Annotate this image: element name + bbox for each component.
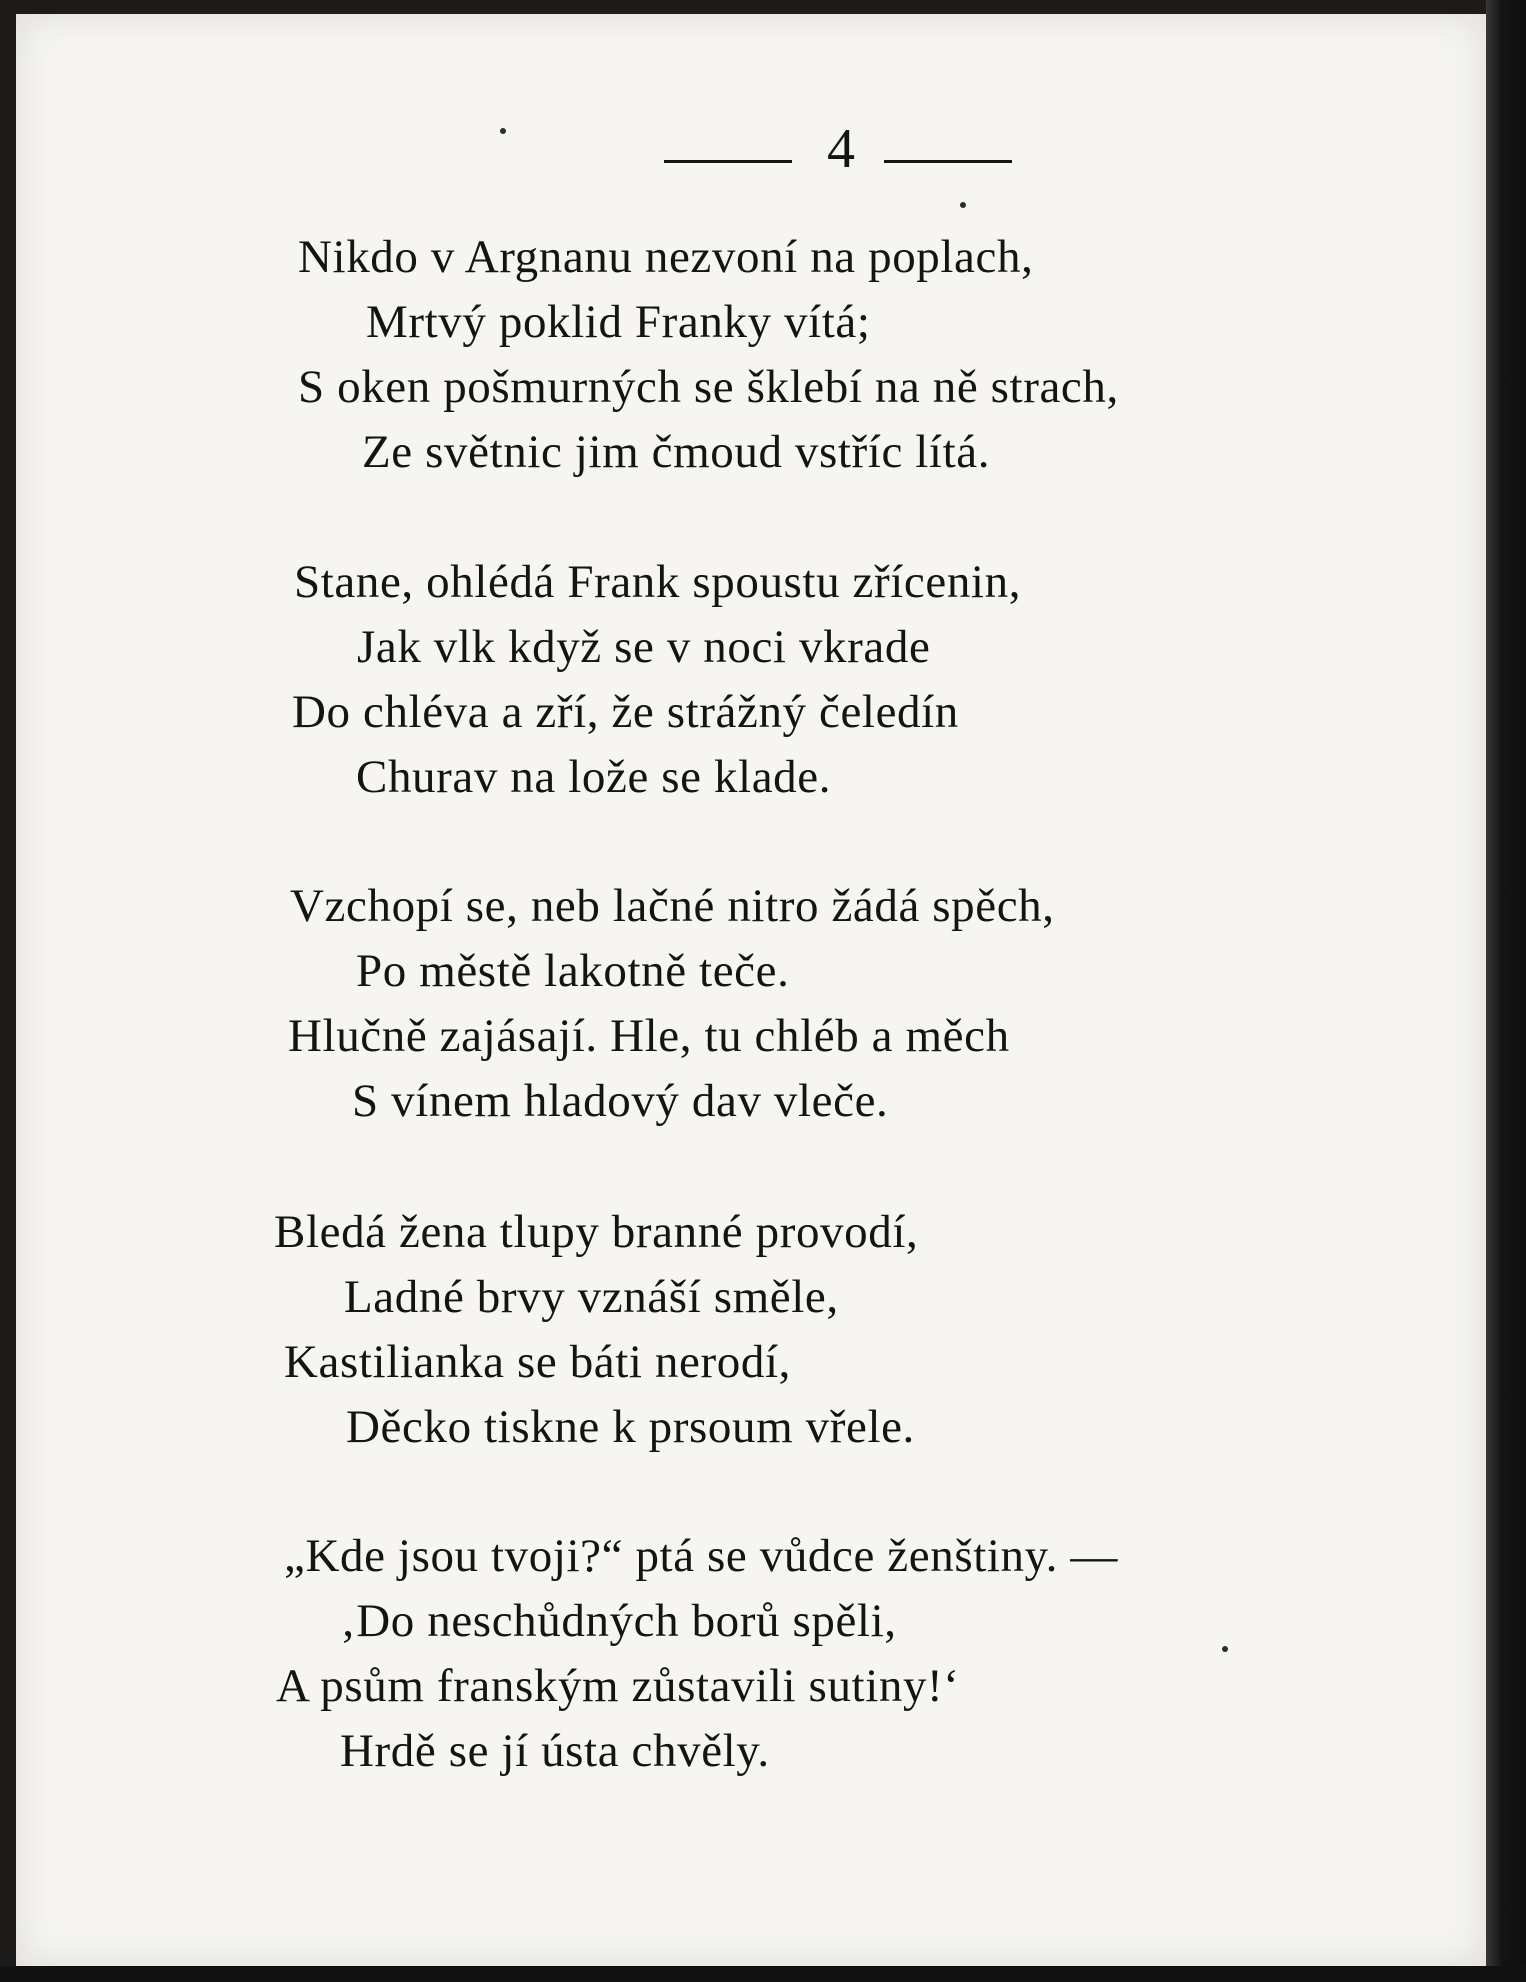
verse-line: Stane, ohlédá Frank spoustu zřícenin, — [294, 556, 1022, 608]
print-speck — [960, 202, 966, 208]
header-rule-left — [664, 160, 792, 163]
verse-line: Bledá žena tlupy branné provodí, — [274, 1206, 919, 1258]
verse-line: Kastilianka se báti nerodí, — [284, 1336, 791, 1388]
verse-line: ‚Do neschůdných borů spěli, — [340, 1595, 897, 1647]
verse-line: Hrdě se jí ústa chvěly. — [340, 1725, 770, 1777]
verse-line: A psům franským zůstavili sutiny!‘ — [276, 1660, 960, 1712]
verse-line: Jak vlk když se v noci vkrade — [357, 621, 931, 673]
page-sheet — [16, 14, 1486, 1966]
page-edge-bottom — [0, 1966, 1526, 1982]
verse-line: Vzchopí se, neb lačné nitro žádá spěch, — [290, 880, 1055, 932]
verse-line: S oken pošmurných se šklebí na ně strach, — [298, 361, 1119, 413]
page-edge-right — [1486, 0, 1526, 1982]
page-header — [656, 114, 1036, 184]
page-number: 4 — [827, 118, 855, 180]
verse-line: Mrtvý poklid Franky vítá; — [366, 296, 871, 348]
verse-line: Hlučně zajásají. Hle, tu chléb a měch — [288, 1010, 1010, 1062]
header-rule-right — [884, 160, 1012, 163]
verse-line: Po městě lakotně teče. — [356, 945, 790, 997]
print-speck — [500, 128, 506, 134]
verse-line: Děcko tiskne k prsoum vřele. — [346, 1401, 915, 1453]
verse-line: S vínem hladový dav vleče. — [352, 1075, 889, 1127]
verse-line: Churav na lože se klade. — [356, 751, 832, 803]
verse-line: Ze světnic jim čmoud vstříc lítá. — [362, 426, 991, 478]
verse-line: Nikdo v Argnanu nezvoní na poplach, — [298, 231, 1034, 283]
verse-line: „Kde jsou tvoji?“ ptá se vůdce ženštiny. — — [284, 1530, 1118, 1582]
verse-line: Ladné brvy vznáší směle, — [344, 1271, 839, 1323]
verse-line: Do chléva a zří, že strážný čeledín — [292, 686, 959, 738]
print-speck — [1222, 1646, 1228, 1652]
